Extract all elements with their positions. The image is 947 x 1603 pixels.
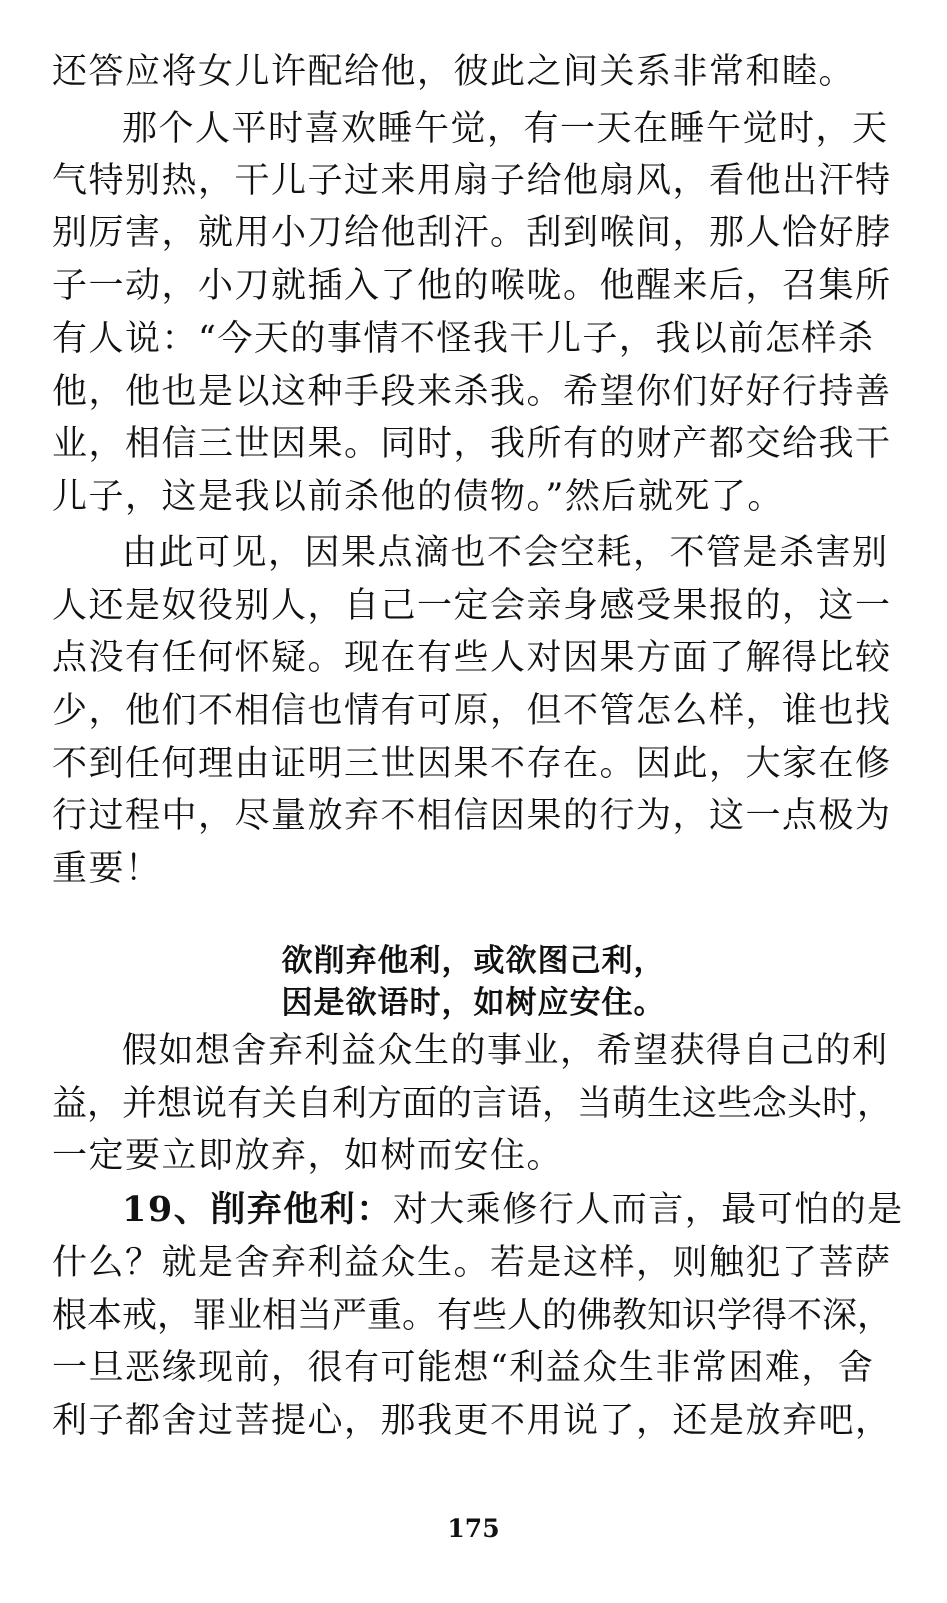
verse-line: 欲削弃他利，或欲图己利， (281, 943, 666, 979)
text-line: 重要！ (52, 849, 162, 889)
text-line: 点没有任何怀疑。现在有些人对因果方面了解得比较 (52, 638, 892, 678)
text-line: 少，他们不相信也情有可原，但不管怎么样，谁也找 (52, 691, 892, 731)
text-line: 益，并想说有关自利方面的言语，当萌生这些念头时， (52, 1084, 893, 1124)
text-line: 别厉害，就用小刀给他刮汗。刮到喉间，那人恰好脖 (52, 213, 892, 253)
text-line (122, 1184, 904, 1236)
text-line: 一旦恶缘现前，很有可能想“利益众生非常困难，舍 (52, 1348, 875, 1388)
text-line: 儿子，这是我以前杀他的债物。”然后就死了。 (52, 477, 784, 517)
text-line: 有人说：“今天的事情不怪我干儿子，我以前怎样杀 (52, 319, 875, 359)
text-line: 子一动，小刀就插入了他的喉咙。他醒来后，召集所 (52, 266, 892, 306)
text-line: 他，他也是以这种手段来杀我。希望你们好好行持善 (52, 372, 892, 412)
text-line: 行过程中，尽量放弃不相信因果的行为，这一点极为 (52, 796, 892, 836)
text-line: 假如想舍弃利益众生的事业，希望获得自己的利 (122, 1031, 889, 1071)
text-line: 一定要立即放弃，如树而安住。 (52, 1136, 564, 1176)
text-line: 还答应将女儿许配给他，彼此之间关系非常和睦。 (52, 52, 856, 92)
text-line: 不到任何理由证明三世因果不存在。因此，大家在修 (52, 744, 892, 784)
text-line: 利子都舍过菩提心，那我更不用说了，还是放弃吧， (52, 1401, 892, 1441)
section-heading: 19、削弃他利： (122, 1189, 393, 1230)
text-line: 人还是奴役别人，自己一定会亲身感受果报的，这一 (52, 586, 892, 626)
text-line: 那个人平时喜欢睡午觉，有一天在睡午觉时，天 (122, 109, 889, 149)
text-span: 对大乘修行人而言，最可怕的是 (392, 1190, 904, 1230)
text-line: 业，相信三世因果。同时，我所有的财产都交给我干 (52, 424, 892, 464)
text-line: 根本戒，罪业相当严重。有些人的佛教知识学得不深， (52, 1296, 893, 1336)
page-number: 175 (447, 1514, 500, 1543)
verse-line: 因是欲语时，如树应安住。 (281, 985, 666, 1021)
text-line: 由此可见，因果点滴也不会空耗，不管是杀害别 (122, 533, 889, 573)
text-line: 什么？就是舍弃利益众生。若是这样，则触犯了菩萨 (52, 1243, 892, 1283)
text-line: 气特别热，干儿子过来用扇子给他扇风，看他出汗特 (52, 161, 892, 201)
